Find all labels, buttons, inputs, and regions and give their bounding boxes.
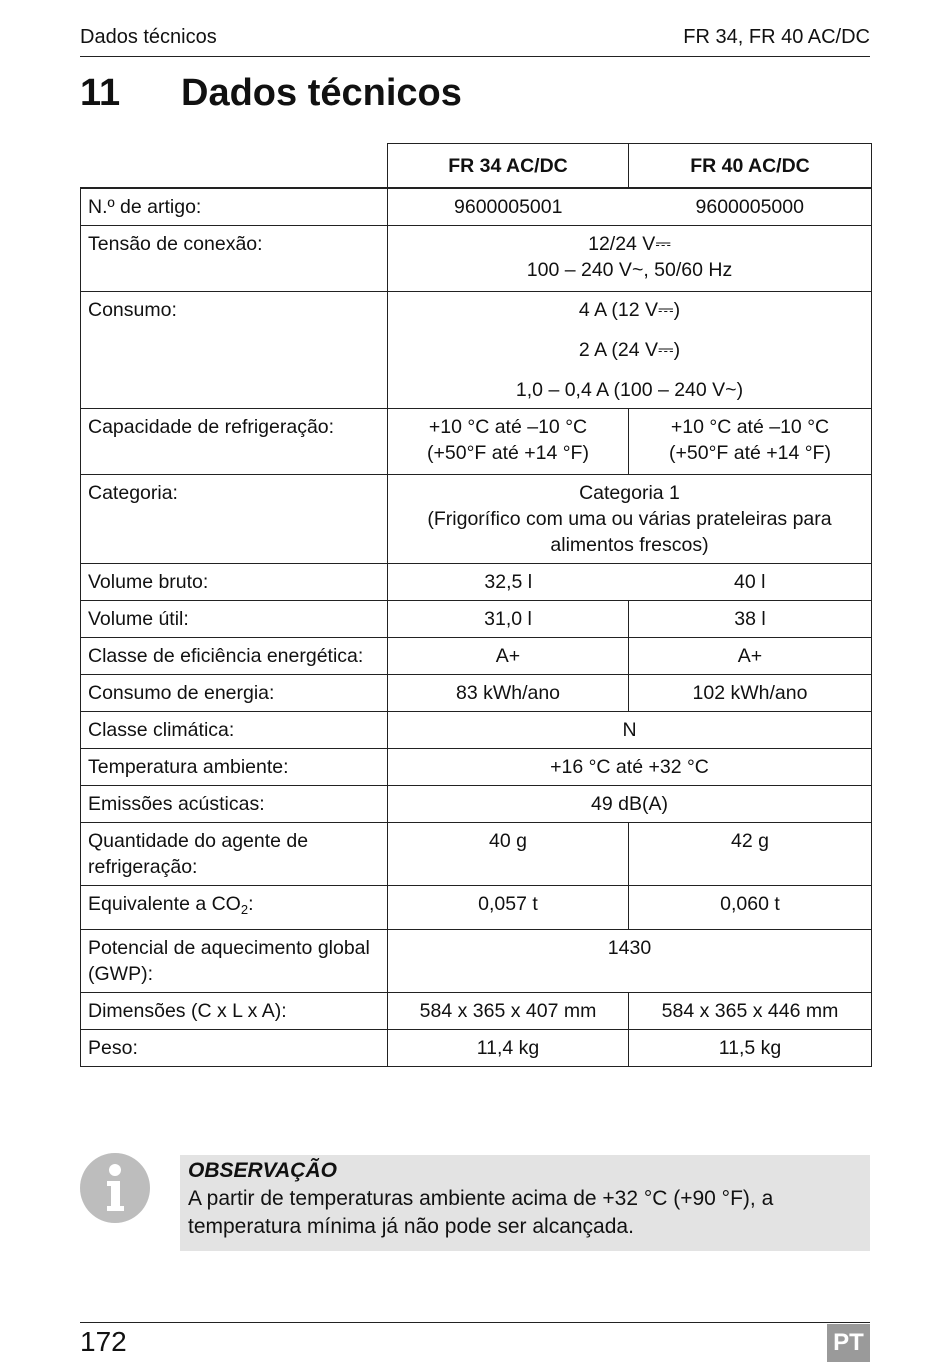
row-label-energy: Consumo de energia: — [81, 675, 388, 712]
table-row — [81, 886, 872, 930]
dimensions-fr34: 584 x 365 x 407 mm — [388, 993, 629, 1030]
category-value — [388, 475, 872, 564]
header-section-title: Dados técnicos — [80, 26, 217, 48]
cooling-fr34-fahrenheit: (+50°F até +14 °F) — [427, 442, 589, 464]
row-label-weight: Peso: — [81, 1030, 388, 1067]
gwp-value: 1430 — [388, 930, 872, 993]
ambient-value: +16 °C até +32 °C — [388, 749, 872, 786]
refrigerant-fr34: 40 g — [388, 823, 629, 886]
table-row — [81, 930, 872, 993]
table-row — [81, 409, 872, 475]
article-fr34: 9600005001 — [388, 188, 629, 226]
chapter-title: Dados técnicos — [181, 72, 462, 114]
co2-fr34: 0,057 t — [388, 886, 629, 930]
climate-value: N — [388, 712, 872, 749]
consumption-12v: 4 A (12 V⎓) — [578, 299, 681, 321]
table-header-empty — [81, 144, 388, 189]
row-label-article: N.º de artigo: — [81, 188, 388, 226]
co2-label-prefix: Equivalente a CO — [88, 893, 241, 915]
table-row — [81, 188, 872, 226]
voltage-ac: 100 – 240 V~, 50/60 Hz — [526, 259, 733, 281]
efficiency-fr40: A+ — [629, 638, 872, 675]
weight-fr34: 11,4 kg — [388, 1030, 629, 1067]
table-row — [81, 601, 872, 638]
chapter-number: 11 — [80, 72, 121, 114]
table-row — [81, 638, 872, 675]
row-label-co2 — [81, 886, 388, 930]
row-label-efficiency: Classe de eficiência energética: — [81, 638, 388, 675]
cooling-fr34 — [388, 409, 629, 475]
row-label-net-volume: Volume útil: — [81, 601, 388, 638]
consumption-value — [388, 292, 872, 409]
row-label-dimensions: Dimensões (C x L x A): — [81, 993, 388, 1030]
table-row — [81, 749, 872, 786]
table-row — [81, 226, 872, 292]
note-box — [180, 1155, 870, 1251]
table-row — [81, 292, 872, 409]
table-row — [81, 823, 872, 886]
article-fr40: 9600005000 — [629, 188, 872, 226]
co2-fr40: 0,060 t — [629, 886, 872, 930]
note-title: OBSERVAÇÃO — [188, 1159, 337, 1182]
weight-fr40: 11,5 kg — [629, 1030, 872, 1067]
row-label-voltage: Tensão de conexão: — [81, 226, 388, 292]
table-row — [81, 993, 872, 1030]
column-header-fr34: FR 34 AC/DC — [388, 144, 629, 189]
row-label-gwp: Potencial de aquecimento global (GWP): — [81, 930, 388, 993]
co2-label-suffix: : — [248, 893, 254, 915]
cooling-fr40-celsius: +10 °C até –10 °C — [670, 416, 830, 438]
consumption-24v: 2 A (24 V⎓) — [578, 339, 681, 361]
specs-table — [80, 143, 872, 1067]
row-label-ambient: Temperatura ambiente: — [81, 749, 388, 786]
row-label-gross-volume: Volume bruto: — [81, 564, 388, 601]
row-label-refrigerant: Quantidade do agente de refrigeração: — [81, 823, 388, 886]
category-name: Categoria 1 — [579, 482, 680, 504]
energy-fr40: 102 kWh/ano — [629, 675, 872, 712]
language-tag: PT — [827, 1324, 870, 1362]
row-label-consumption: Consumo: — [81, 292, 388, 409]
category-description: (Frigorífico com uma ou várias prateleiras para alimentos frescos) — [427, 508, 832, 556]
row-label-noise: Emissões acústicas: — [81, 786, 388, 823]
note-text: A partir de temperaturas ambiente acima de +32 °C (+90 °F), a temperatura mínima já não pode ser alcançada. — [188, 1187, 774, 1238]
noise-value: 49 dB(A) — [388, 786, 872, 823]
row-label-climate: Classe climática: — [81, 712, 388, 749]
footer-divider — [80, 1322, 870, 1323]
header-model-name: FR 34, FR 40 AC/DC — [683, 26, 870, 48]
page-number: 172 — [80, 1326, 127, 1357]
net-volume-fr34: 31,0 l — [388, 601, 629, 638]
table-row — [81, 712, 872, 749]
voltage-dc: 12/24 V⎓ — [588, 233, 671, 255]
cooling-fr40-fahrenheit: (+50°F até +14 °F) — [669, 442, 831, 464]
table-row — [81, 675, 872, 712]
table-row — [81, 475, 872, 564]
consumption-ac: 1,0 – 0,4 A (100 – 240 V~) — [515, 379, 744, 401]
voltage-value — [388, 226, 872, 292]
co2-label-subscript: 2 — [240, 902, 249, 917]
cooling-fr40 — [629, 409, 872, 475]
column-header-fr40: FR 40 AC/DC — [629, 144, 872, 189]
dimensions-fr40: 584 x 365 x 446 mm — [629, 993, 872, 1030]
cooling-fr34-celsius: +10 °C até –10 °C — [428, 416, 588, 438]
row-label-cooling: Capacidade de refrigeração: — [81, 409, 388, 475]
table-row — [81, 786, 872, 823]
gross-volume-fr34: 32,5 l — [388, 564, 629, 601]
table-row — [81, 1030, 872, 1067]
net-volume-fr40: 38 l — [629, 601, 872, 638]
table-header-row — [81, 144, 872, 189]
info-icon — [80, 1153, 150, 1223]
page-header — [80, 26, 870, 57]
gross-volume-fr40: 40 l — [629, 564, 872, 601]
efficiency-fr34: A+ — [388, 638, 629, 675]
row-label-category: Categoria: — [81, 475, 388, 564]
table-row — [81, 564, 872, 601]
refrigerant-fr40: 42 g — [629, 823, 872, 886]
energy-fr34: 83 kWh/ano — [388, 675, 629, 712]
